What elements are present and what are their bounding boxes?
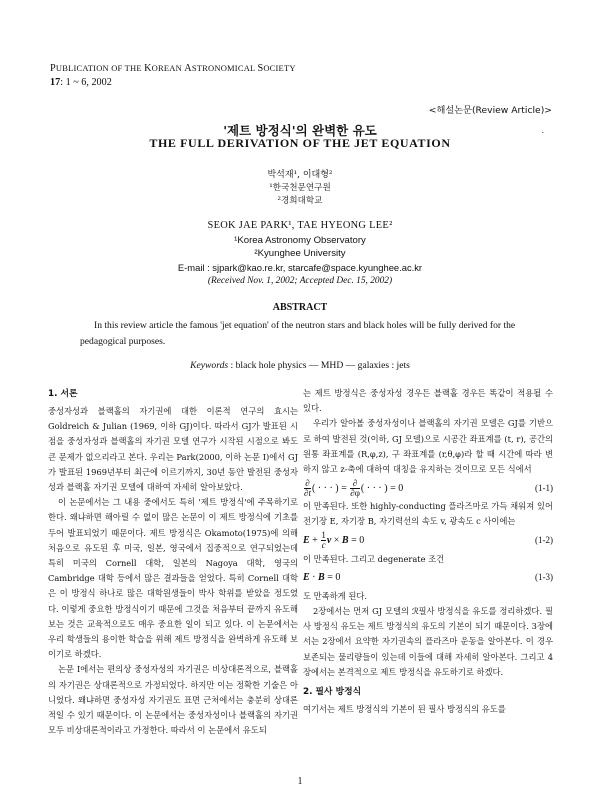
- affiliation-ko-1: ¹한국천문연구원: [269, 183, 331, 193]
- affiliation-en-1: ¹Korea Astronomy Observatory: [234, 235, 366, 246]
- paragraph: 중성자성과 블랙홀의 자기권에 대한 이론적 연구의 효시는 Goldreich & Julian (1969, 이하 GJ)이다. 따라서 GJ가 발표된 시점을 중성자성과 블랙홀의 자기권 모델 연구가 시작된 시점으로 봐도 큰 문제가 없으리라고 본다. 우리는 Park(2000, 이하 논문 I)에서 GJ가 발표된 1969년부터 최근에 이르기까지, 30년 동안 발전된 중성자성과 블랙홀 자기권 모델에 대하여 자세히 알아보았다.: [48, 406, 298, 493]
- left-column: [48, 386, 298, 738]
- authors-english: SEOK JAE PARK¹, TAE HYEONG LEE²: [207, 220, 393, 231]
- keywords-text: : black hole physics — MHD — galaxies : jets: [230, 360, 410, 371]
- equation-1-1: [303, 477, 553, 499]
- keywords-line: [0, 360, 600, 371]
- page-number: 1: [297, 776, 303, 787]
- right-column: [303, 386, 553, 717]
- equation-number: (1-1): [535, 482, 553, 493]
- abstract-body: In this review article the famous 'jet equation' of the neutron stars and black holes will be fully derived for the pedagogical purposes.: [80, 320, 516, 347]
- paragraph: 이 만족된다. 또한 highly-conducting 플라즈마로 가득 채워져 있어 전기장 E, 자기장 B, 자기력선의 속도 v, 광속도 c 사이에는: [303, 501, 553, 527]
- paragraph: 우리가 알아볼 중성자성이나 블랙홀의 자기권 모델은 GJ를 기반으로 하여 발전된 것(이하, GJ 모델)으로 시공간 좌표계를 (t, r), 공간의 원통 좌표계를 (R,φ,z), 구 좌표계를 (r,θ,φ)라 할 때 시간에 따라 변하지 않고 z-축에 대하여 대칭을 유지하는 것이므로 모든 식에서: [303, 418, 553, 475]
- journal-name: PUBLICATION OF THE KOREAN ASTRONOMICAL SOCIETY: [50, 63, 296, 74]
- affiliation-en-2: ²Kyunghee University: [254, 248, 346, 259]
- abstract-heading: ABSTRACT: [272, 302, 328, 313]
- paragraph: 논문 I에서는 편의상 중성자성의 자기권은 비상대론적으로, 블랙홀의 자기권은 상대론적으로 가정되었다. 하지만 이는 정확한 기술은 아니었다. 왜냐하면 중성자성 자기권도 표면 근처에서는 충분히 상대론적일 수 있기 때문이다. 이 논문에서는 중성자성이나 블랙홀의 자기권 모두 비상대론적이라고 가정한다. 따라서 이 논문에서 유도되: [48, 664, 298, 736]
- equation-number: (1-3): [535, 572, 553, 583]
- section-heading-pulsar: 2. 필사 방정식: [303, 687, 362, 698]
- paragraph: 여기서는 제트 방정식의 기본이 된 필사 방정식의 유도를: [303, 704, 506, 715]
- equation-1-3: [303, 567, 553, 589]
- affiliation-ko-2: ²경희대학교: [277, 196, 323, 206]
- received-dates: (Received Nov. 1, 2002; Accepted Dec. 15, 2002): [207, 276, 393, 286]
- title-english: THE FULL DERIVATION OF THE JET EQUATION: [149, 136, 451, 150]
- paragraph: 이 논문에서는 그 내용 중에서도 특히 '제트 방정식'에 주목하기로 한다. 왜냐하면 해아릴 수 없이 많은 논문이 이 제트 방정식에 기초를 두어 발표되었기 때문이다. 제트 방정식은 Okamoto(1975)에 의해 처음으로 유도된 후 미국, 일본, 영국에서 집중적으로 연구되었는데 특히 미국의 Cornell 대학, 일본의 Nagoya 대학, 영국의 Cambridge 대학 등에서 많은 결과들을 얻었다. 특히 Cornell 대학은 이 방정식 하나로 많은 대학원생들이 박사 학위를 받았을 정도였다. 이렇게 중요한 방정식이기 때문에 그것을 처음부터 끝까지 유도해보는 것은 교육적으로도 매우 중요한 일이 되고 있다. 이 논문에서는 우리 학생들의 용이한 학습을 위해 제트 방정식을 완벽하게 유도해 보이기로 하겠다.: [48, 497, 298, 660]
- equation-1-2: [303, 530, 553, 552]
- authors-korean: 박석재¹, 이대형²: [267, 170, 333, 180]
- decorative-dot: .: [541, 126, 544, 135]
- volume-info: 17: 1 ~ 6, 2002: [50, 77, 112, 88]
- equation-body: E · B = 0: [303, 572, 341, 584]
- equation-number: (1-2): [535, 535, 553, 546]
- email-line: E-mail : sjpark@kao.re.kr, starcafe@space.kyunghee.ac.kr: [177, 262, 423, 273]
- paragraph: 는 제트 방정식은 중성자성 경우든 블랙홀 경우든 똑같이 적용될 수 있다.: [303, 388, 553, 414]
- keywords-label: Keywords: [190, 360, 229, 371]
- paragraph: 이 만족된다. 그리고 degenerate 조건: [303, 553, 445, 564]
- equation-body: E + $\frac{1}{c}$ v × B = 0: [303, 530, 365, 551]
- title-korean: '제트 방정식'의 완벽한 유도: [223, 123, 377, 138]
- paragraph: 도 만족하게 된다.: [303, 590, 368, 601]
- equation-body: $\frac{\partial}{\partial t}$ ( · · · ) = $\frac{\partial}{\partial\varphi}$ ( · · · ) = 0: [304, 477, 404, 498]
- paragraph: 2장에서는 먼저 GJ 모델의 ℛ필사 방정식을 유도를 정리하겠다. 필사 방정식 유도는 제트 방정식의 유도의 기본이 되기 때문이다. 3장에서는 2장에서 요약한 자기권속의 플라즈마 운동을 알아본다. 이 경우 보존되는 물리량들이 있는데 이들에 대해 자세히 알아본다. 그리고 4장에서는 본격적으로 제트 방정식을 유도하기로 하겠다.: [303, 606, 553, 677]
- article-type: <해설논문(Review Article)>: [428, 105, 552, 116]
- section-heading-intro: 1. 서론: [48, 389, 78, 399]
